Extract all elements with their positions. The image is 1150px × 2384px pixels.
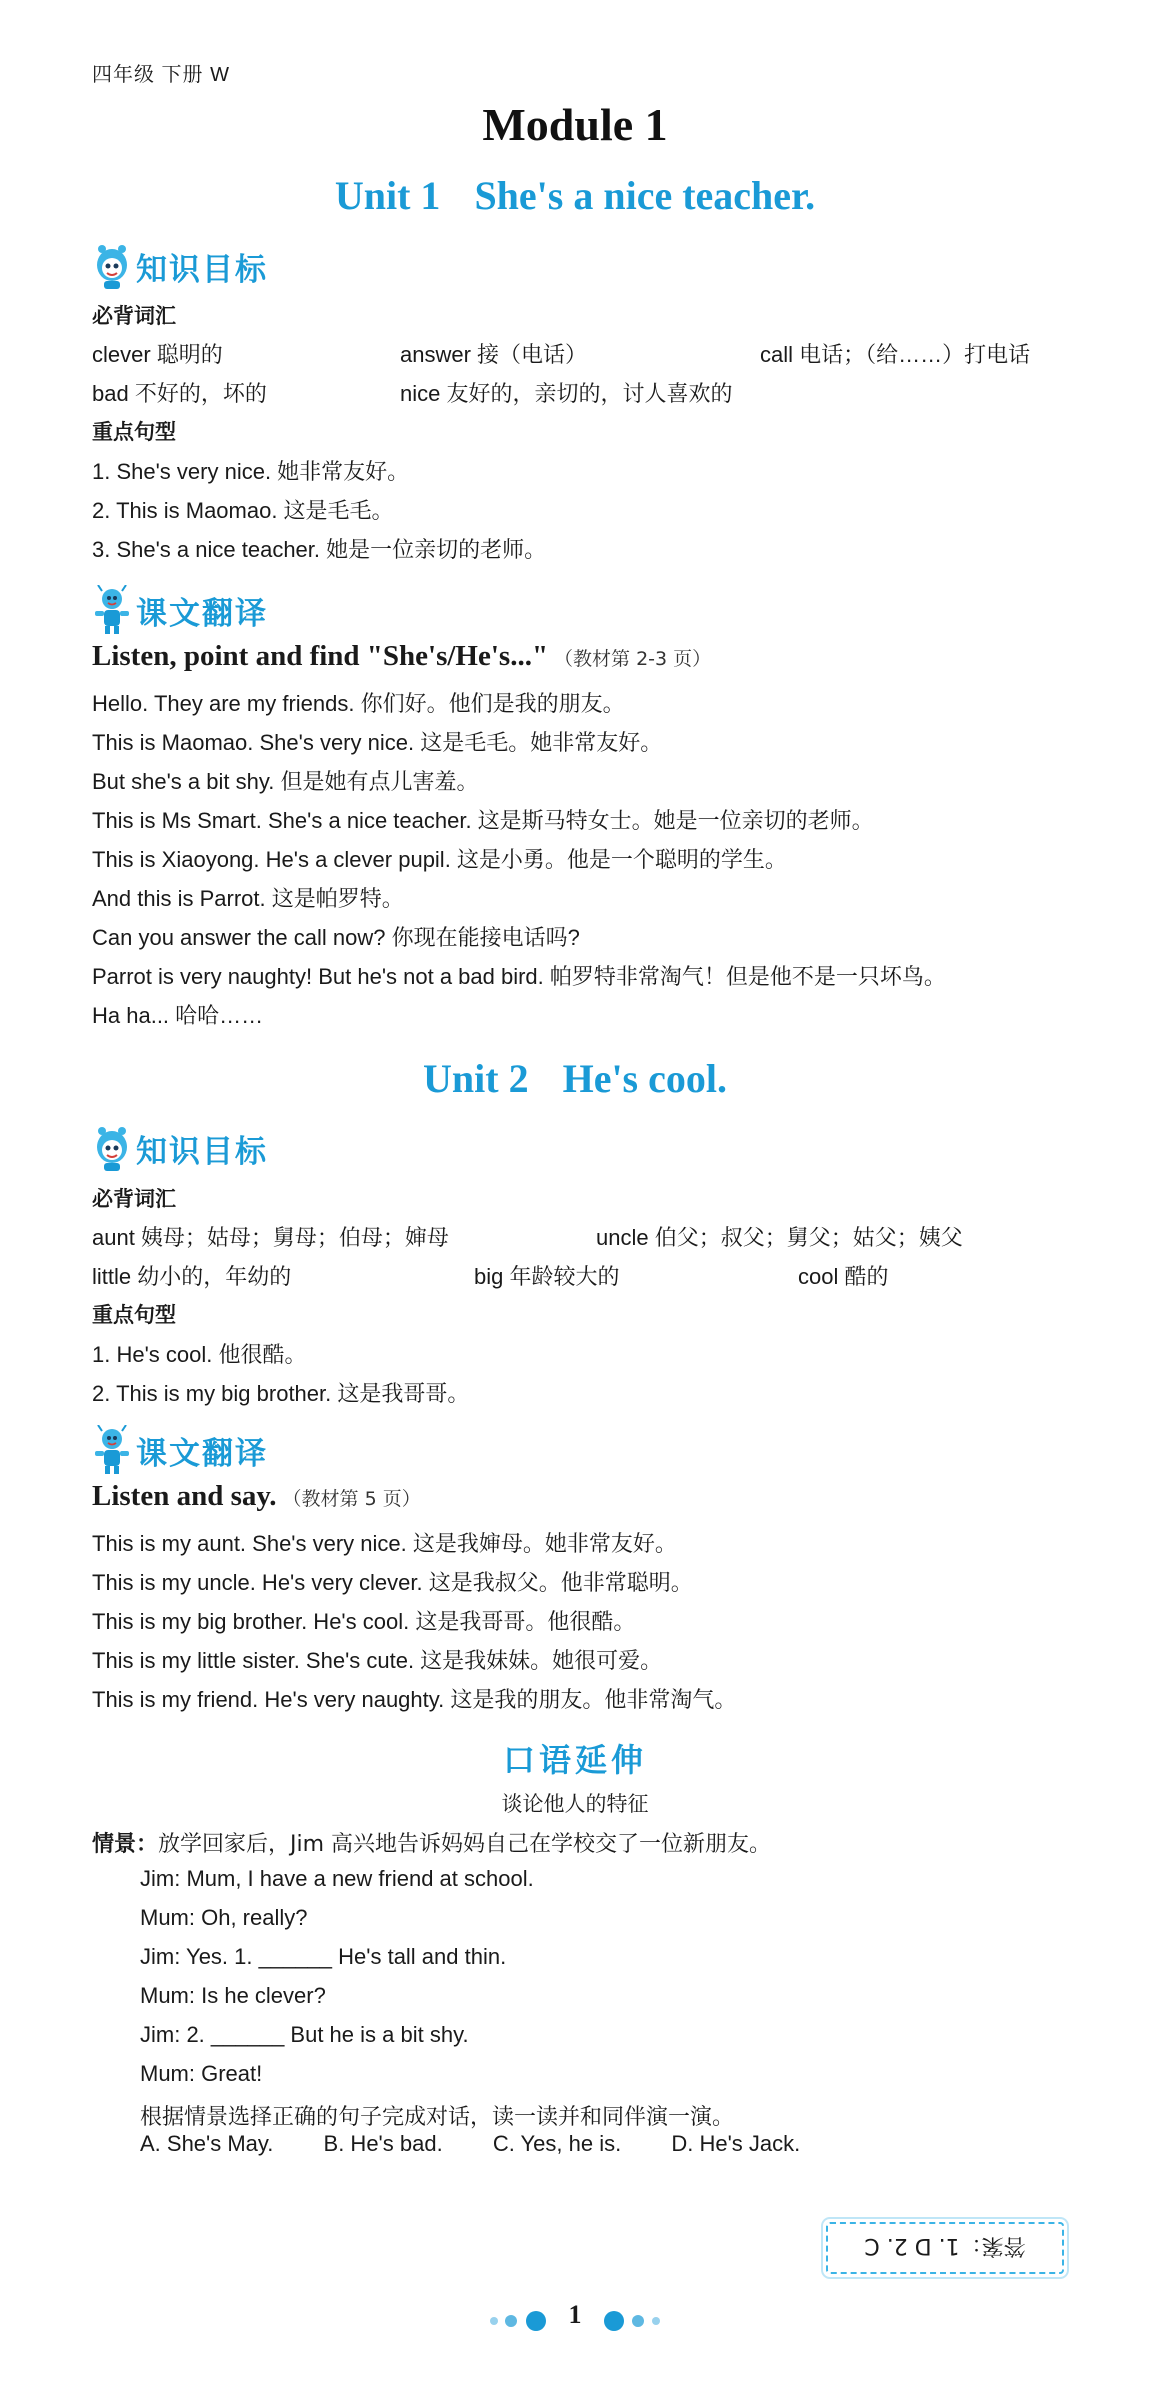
unit1-translation-label: 课文翻译 <box>136 595 268 632</box>
mascot-icon <box>90 585 134 635</box>
instruction-line: 根据情景选择正确的句子完成对话，读一读并和同伴演一演。 <box>140 2105 735 2130</box>
answer-key-box <box>826 2222 1064 2274</box>
vocab-item: cool 酷的 <box>798 1264 889 1289</box>
decor-dot <box>604 2311 624 2331</box>
grade-label: 四年级 下册 W <box>92 64 230 86</box>
dialogue-line: Mum: Oh, really? <box>140 1905 308 1930</box>
unit2-translation-label: 课文翻译 <box>136 1435 268 1472</box>
dialogue-line: Jim: 2. ______ But he is a bit shy. <box>140 2022 469 2047</box>
dialogue-line: Jim: Mum, I have a new friend at school. <box>140 1866 534 1891</box>
unit1-title <box>0 172 1150 219</box>
option-b: B. He's bad. <box>323 2131 443 2156</box>
listen-title-text: Listen, point and find "She's/He's..." <box>92 640 549 672</box>
listen-title-text: Listen and say. <box>92 1480 277 1512</box>
unit2-vocab-heading: 必背词汇 <box>92 1187 176 1211</box>
unit1-name: She's a nice teacher. <box>474 173 816 218</box>
page-number: 1 <box>568 2300 582 2329</box>
text-line: This is Maomao. She's very nice. 这是毛毛。她非常友好。 <box>92 730 663 755</box>
decor-dot <box>632 2315 644 2327</box>
decor-dot <box>526 2311 546 2331</box>
textbook-ref: （教材第 2-3 页） <box>554 648 712 670</box>
vocab-item: nice 友好的，亲切的，讨人喜欢的 <box>400 381 733 406</box>
unit2-title <box>0 1055 1150 1102</box>
dialogue-line: Mum: Great! <box>140 2061 263 2086</box>
unit1-number: Unit 1 <box>334 173 441 218</box>
vocab-item: answer 接（电话） <box>400 342 588 367</box>
unit1-translation-heading <box>90 584 268 636</box>
unit2-knowledge-heading <box>90 1122 268 1174</box>
mascot-icon <box>90 241 134 291</box>
module-title: Module 1 <box>482 99 668 150</box>
unit2-sentence-heading: 重点句型 <box>92 1303 176 1327</box>
unit2-name: He's cool. <box>562 1056 727 1101</box>
oral-extension-subtitle: 谈论他人的特征 <box>501 1792 649 1816</box>
text-line: This is my uncle. He's very clever. 这是我叔父。他非常聪明。 <box>92 1570 693 1595</box>
dialogue-line: Jim: Yes. 1. ______ He's tall and thin. <box>140 1944 507 1969</box>
unit1-knowledge-heading <box>90 240 268 292</box>
unit1-knowledge-label: 知识目标 <box>136 251 268 288</box>
text-line: This is my big brother. He's cool. 这是我哥哥。他很酷。 <box>92 1609 636 1634</box>
vocab-item: bad 不好的，坏的 <box>92 381 267 406</box>
answer-key-text: 答案：1. D 2. C <box>864 2233 1026 2259</box>
text-line: But she's a bit shy. 但是她有点儿害羞。 <box>92 769 479 794</box>
vocab-item: clever 聪明的 <box>92 342 223 367</box>
decor-dot <box>490 2317 498 2325</box>
decor-dot <box>505 2315 517 2327</box>
vocab-item: call 电话；（给……）打电话 <box>760 342 1031 367</box>
text-line: Can you answer the call now? 你现在能接电话吗? <box>92 925 580 950</box>
key-sentence: 1. She's very nice. 她非常友好。 <box>92 459 410 484</box>
unit1-sentence-heading: 重点句型 <box>92 420 176 444</box>
key-sentence: 2. This is Maomao. 这是毛毛。 <box>92 498 394 523</box>
oral-extension-title: 口语延伸 <box>502 1741 647 1779</box>
vocab-item: uncle 伯父；叔父；舅父；姑父；姨父 <box>596 1225 963 1250</box>
unit2-listen-title <box>92 1480 421 1513</box>
text-line: Hello. They are my friends. 你们好。他们是我的朋友。 <box>92 691 625 716</box>
text-line: This is Ms Smart. She's a nice teacher. 这是斯马特女士。她是一位亲切的老师。 <box>92 808 874 833</box>
scenario-text: 放学回家后，Jim 高兴地告诉妈妈自己在学校交了一位新朋友。 <box>158 1832 772 1857</box>
answer-options <box>140 2131 844 2157</box>
key-sentence: 1. He's cool. 他很酷。 <box>92 1342 307 1367</box>
text-line: This is my aunt. She's very nice. 这是我婶母。她非常友好。 <box>92 1531 677 1556</box>
dialogue-line: Mum: Is he clever? <box>140 1983 326 2008</box>
option-a: A. She's May. <box>140 2131 274 2156</box>
unit2-number: Unit 2 <box>423 1056 529 1101</box>
unit2-knowledge-label: 知识目标 <box>136 1133 268 1170</box>
vocab-item: big 年龄较大的 <box>474 1264 620 1289</box>
key-sentence: 2. This is my big brother. 这是我哥哥。 <box>92 1381 470 1406</box>
option-c: C. Yes, he is. <box>492 2131 622 2156</box>
scenario <box>92 1827 771 1858</box>
unit2-translation-heading <box>90 1424 268 1476</box>
scenario-label: 情景： <box>92 1832 159 1857</box>
text-line: Ha ha... 哈哈…… <box>92 1003 264 1028</box>
vocab-item: aunt 姨母；姑母；舅母；伯母；婶母 <box>92 1225 449 1250</box>
decor-dot <box>652 2317 660 2325</box>
unit1-listen-title <box>92 640 711 673</box>
text-line: This is my little sister. She's cute. 这是我妹妹。她很可爱。 <box>92 1648 663 1673</box>
text-line: This is Xiaoyong. He's a clever pupil. 这是小勇。他是一个聪明的学生。 <box>92 847 787 872</box>
mascot-icon <box>90 1425 134 1475</box>
vocab-item: little 幼小的，年幼的 <box>92 1264 292 1289</box>
text-line: This is my friend. He's very naughty. 这是我的朋友。他非常淘气。 <box>92 1687 737 1712</box>
option-d: D. He's Jack. <box>671 2131 801 2156</box>
textbook-ref: （教材第 5 页） <box>282 1488 421 1510</box>
text-line: And this is Parrot. 这是帕罗特。 <box>92 886 404 911</box>
key-sentence: 3. She's a nice teacher. 她是一位亲切的老师。 <box>92 537 547 562</box>
text-line: Parrot is very naughty! But he's not a bad bird. 帕罗特非常淘气！但是他不是一只坏鸟。 <box>92 964 946 989</box>
mascot-icon <box>90 1123 134 1173</box>
unit1-vocab-heading: 必背词汇 <box>92 304 176 328</box>
